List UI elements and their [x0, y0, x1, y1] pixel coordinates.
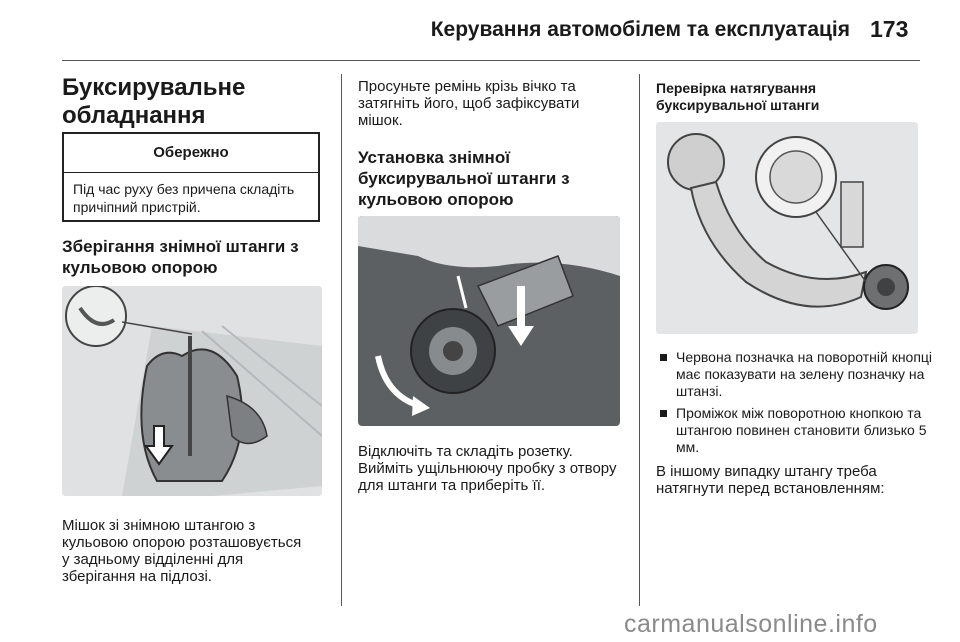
caution-title: Обережно [64, 134, 318, 173]
socket-figure [358, 216, 620, 426]
strap-instruction: Просуньте ремінь крізь вічко та затягніть його, щоб зафіксувати мішок. [358, 78, 580, 129]
running-header: Керування автомобілем та експлуатація [430, 18, 850, 41]
header-rule [62, 60, 920, 61]
watermark: carmanualsonline.info [624, 610, 878, 638]
tow-bar-illustration [656, 122, 918, 334]
tension-instruction: В іншому випадку штангу треба натягнути перед встановленням: [656, 463, 885, 497]
column-divider-1 [341, 74, 342, 606]
bullet-text: Проміжок між поворотною кнопкою та штангою повинен становити близько 5 мм. [676, 405, 927, 455]
bullet-item [660, 405, 944, 456]
socket-illustration [358, 216, 620, 426]
column-divider-2 [639, 74, 640, 606]
bullet-text: Червона позначка на поворотній кнопці має показувати на зелену позначку на штанзі. [676, 349, 933, 399]
check-tension-subheading: Перевірка натягування буксирувальної штанги [656, 80, 820, 113]
caution-text: Під час руху без причепа складіть причіпний пристрій. [73, 181, 295, 215]
section-title: Буксирувальне обладнання [62, 74, 246, 129]
storage-bag-illustration [62, 286, 322, 496]
storage-caption: Мішок зі знімною штангою з кульовою опорою розташовується у задньому відділенні для зберігання на підлозі. [62, 517, 302, 585]
bullet-item [660, 349, 944, 400]
storage-bag-figure [62, 286, 322, 496]
installation-subheading: Установка знімної буксирувальної штанги з кульовою опорою [358, 148, 570, 209]
bullet-marker [660, 410, 667, 417]
socket-caption: Відключіть та складіть розетку. Вийміть ущільнюючу пробку з отвору для штанги та приберіть її. [358, 443, 617, 494]
bullet-marker [660, 354, 667, 361]
caution-box [62, 132, 320, 222]
tow-bar-figure [656, 122, 918, 334]
storage-subheading: Зберігання знімної штанги з кульовою опорою [62, 237, 299, 277]
page-number: 173 [870, 16, 909, 42]
